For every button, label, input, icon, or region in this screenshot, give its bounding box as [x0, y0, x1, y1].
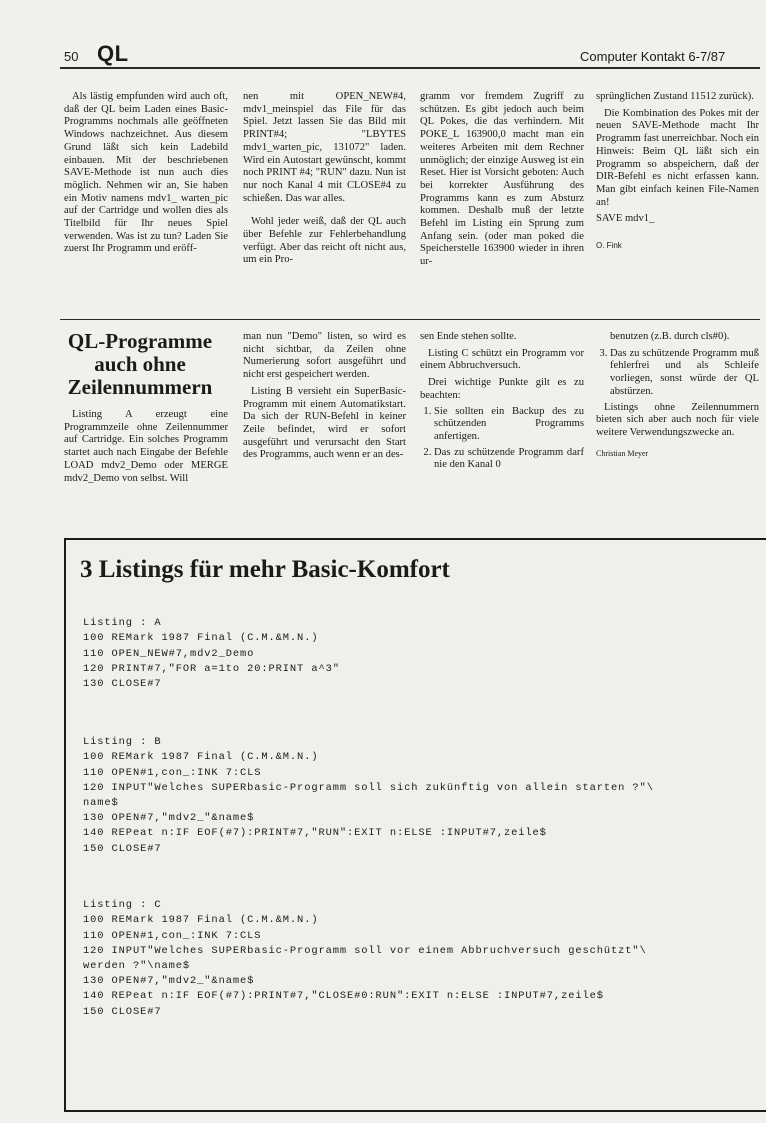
listing-b — [83, 720, 654, 872]
code-line: 120 PRINT#7,"FOR a=1to 20:PRINT a^3" — [83, 662, 340, 675]
article2-column-1 — [64, 409, 228, 485]
code-line: 100 REMark 1987 Final (C.M.&M.N.) — [83, 914, 319, 927]
code-line: Listing : A — [83, 617, 162, 630]
code-line: 120 INPUT"Welches SUPERbasic-Programm soll vor einem Abbruchversuch geschützt"\ — [83, 944, 647, 957]
listings-box-title: 3 Listings für mehr Basic-Komfort — [80, 556, 450, 583]
article1-column-4 — [596, 91, 759, 253]
code-line: 130 CLOSE#7 — [83, 678, 162, 691]
article1-col3-text: gramm vor fremdem Zugriff zu schützen. Es gibt jedoch auch beim QL Pokes, die das verhindern. Mit POKE_L 163900,0 macht man ein weiteres Arbeiten mit dem Rechner unmöglich; der einzige Ausweg ist ein Reset. Hier ist Vorsicht geboten: Auch bei korrekter Ausführung des Programms kann es zum Absturz kommen. Deshalb muß der letzte Befehl im Listing ein Sprung zum Anfang sein. (oder man poked die Speicherstelle 163900 wieder in ihren ur- — [420, 91, 584, 268]
list-item: 1. Sie sollten ein Backup des zu schützenden Programms anfertigen. — [434, 406, 584, 444]
article2-col3-text: sen Ende stehen sollte. — [420, 331, 517, 342]
code-line: 110 OPEN_NEW#7,mdv2_Demo — [83, 647, 255, 660]
article2-author: Christian Meyer — [596, 448, 649, 458]
article2-col3-text-2: Listing C schützt ein Programm vor einem Abbruchversuch. — [420, 347, 584, 372]
article2-column-4 — [596, 331, 759, 460]
code-line: Listing : C — [83, 899, 162, 912]
code-line: 150 CLOSE#7 — [83, 842, 162, 855]
article2-col3-text-3: Drei wichtige Punkte gilt es zu beachten: — [420, 377, 584, 401]
code-line: 130 OPEN#7,"mdv2_"&name$ — [83, 975, 255, 988]
page-number: 50 — [64, 49, 79, 64]
article1-col4-code: SAVE mdv1_ — [596, 213, 655, 225]
article1-column-3 — [420, 91, 584, 269]
code-line: 150 CLOSE#7 — [83, 1005, 162, 1018]
article2-col4-list — [596, 348, 759, 399]
article2-col1-text: Listing A erzeugt eine Programmzeile ohne Zeilennummer auf Cartridge. Ein solches Programm startet auch nach Eingabe der Befehle LOAD mdv2_Demo oder MERGE mdv2_Demo von selbst. Will — [64, 409, 228, 484]
article1-column-1 — [64, 91, 228, 256]
list-item: 2. Das zu schützende Programm darf nie den Kanal 0 — [434, 447, 584, 472]
article2-column-2 — [243, 331, 406, 462]
code-line: 140 REPeat n:IF EOF(#7):PRINT#7,"CLOSE#0:RUN":EXIT n:ELSE :INPUT#7,zeile$ — [83, 990, 604, 1003]
code-line: 120 INPUT"Welches SUPERbasic-Programm soll sich zukünftig von allein starten ?"\ — [83, 781, 654, 794]
article2-col3-list — [420, 406, 584, 473]
article1-col4-text-2: Die Kombination des Pokes mit der neuen SAVE-Methode macht Ihr Programm fast unerreichbar. Noch ein Hinweis: Beim QL läßt sich ein Programm so abspeichern, daß der DIR-Befehl es nicht erfassen kann. Man gibt einfach keinen File-Namen an! — [596, 107, 759, 208]
article2-col2-text-2: Listing B versieht ein SuperBasic-Programm mit einem Automatikstart. Da sich der RUN-Befehl in keiner Zeile befindet, wird er sofort ausgeführt und verursacht den Start des Programms, auch wenn er an des- — [243, 385, 406, 461]
article1-col4-text: sprünglichen Zustand 11512 zurück). — [596, 91, 754, 102]
code-line: werden ?"\name$ — [83, 960, 191, 973]
article1-col2-text-2: Wohl jeder weiß, daß der QL auch über Befehle zur Fehlerbehandlung verfügt. Aber das reicht oft nicht aus, um ein Pro- — [243, 216, 406, 266]
listing-a — [83, 601, 340, 707]
listing-c — [83, 883, 647, 1035]
code-line: name$ — [83, 797, 119, 810]
code-line: 110 OPEN#1,con_:INK 7:CLS — [83, 766, 262, 779]
article2-column-3 — [420, 331, 584, 475]
code-line: 110 OPEN#1,con_:INK 7:CLS — [83, 929, 262, 942]
magazine-issue: Computer Kontakt 6-7/87 — [580, 49, 726, 64]
article1-col1-text: Als lästig empfunden wird auch oft, daß der QL beim Laden eines Basic-Programms nochmals alle geöffneten Windows nachzeichnet. Aus diesem Grund läßt sich kein Ladebild einbauen. Mit der beschriebenen SAVE-Methode ist nun auch dies möglich. Nehmen wir an, Sie haben ein Motiv namens mdv1_ warten_pic auf der Cartridge und wollen dies als Titelbild für Ihr neues Spiel verwenden. Was ist zu tun? Laden Sie zuerst Ihr Programm und eröff- — [64, 91, 228, 255]
article2-col2-text: man nun "Demo" listen, so wird es nicht sichtbar, da Zeilen ohne Numerierung sofort ausgeführt und nicht erst gespeichert werden. — [243, 331, 406, 381]
article1-column-2 — [243, 91, 406, 267]
article2-col4-text: benutzen (z.B. durch cls#0). — [610, 331, 730, 342]
article2-headline: QL-Programme auch ohne Zeilennummern — [67, 329, 213, 399]
code-line: 140 REPeat n:IF EOF(#7):PRINT#7,"RUN":EXIT n:ELSE :INPUT#7,zeile$ — [83, 827, 547, 840]
header-rule — [60, 67, 760, 69]
article1-author: O. Fink — [596, 241, 622, 251]
code-line: 130 OPEN#7,"mdv2_"&name$ — [83, 812, 255, 825]
ql-logo: QL — [97, 41, 129, 66]
article2-col4-text-2: Listings ohne Zeilennummern bieten sich aber auch noch für viele weitere Verwendungszwecke an. — [596, 401, 759, 438]
list-item: 3. Das zu schützende Programm muß fehlerfrei und als Schleife vorliegen, sonst würde der QL abstürzen. — [610, 348, 759, 399]
code-line: Listing : B — [83, 736, 162, 749]
code-line: 100 REMark 1987 Final (C.M.&M.N.) — [83, 751, 319, 764]
article1-col2-text: nen mit OPEN_NEW#4, mdv1_meinspiel das File für das Spiel. Jetzt lassen Sie das Bild mit PRINT#4; "LBYTES mdv1_warten_pic, 131072" laden. Wird ein Autostart gewünscht, kommt noch PRINT #4; "RUN" dazu. Nun ist nur noch Kanal 4 mit CLOSE#4 zu schießen. Das war alles. — [243, 91, 406, 204]
section-rule — [60, 319, 760, 320]
code-line: 100 REMark 1987 Final (C.M.&M.N.) — [83, 632, 319, 645]
